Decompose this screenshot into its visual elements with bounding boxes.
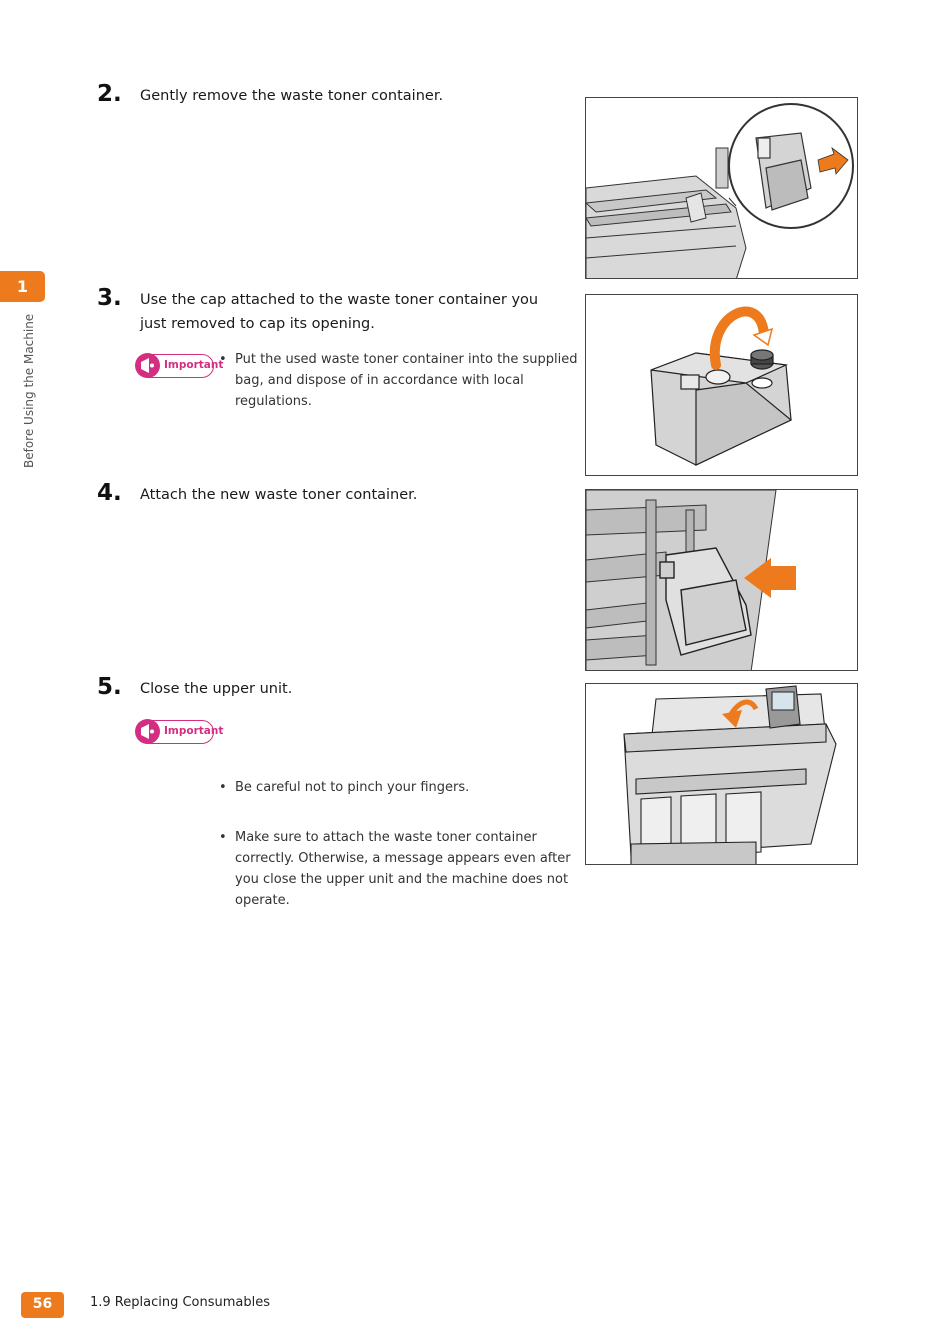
figure-close-upper-unit	[585, 683, 858, 865]
important-label: Important	[164, 725, 224, 737]
page-number-badge	[21, 1292, 64, 1318]
note-step5-item-2: • Make sure to attach the waste toner container correctly. Otherwise, a message appears even after you close the upper unit and the machine does not operate.	[219, 827, 595, 911]
important-label: Important	[164, 359, 224, 371]
page-number: 56	[32, 1296, 53, 1312]
figure-cap-container	[585, 294, 858, 476]
footer-section-title: 1.9 Replacing Consumables	[90, 1295, 271, 1310]
important-badge	[136, 720, 224, 744]
important-badge	[136, 354, 224, 378]
important-icon	[135, 719, 160, 744]
chapter-side-label: Before Using the Machine	[22, 313, 36, 468]
figure-remove-container	[585, 97, 858, 279]
step-5-number: 5.	[97, 674, 122, 700]
chapter-number: 1	[16, 277, 29, 296]
step-4-number: 4.	[97, 480, 122, 506]
note-step5-item-1: • Be careful not to pinch your fingers.	[219, 777, 595, 798]
important-icon	[135, 353, 160, 378]
note-step3-item: • Put the used waste toner container into the supplied bag, and dispose of in accordance with local regulations.	[219, 349, 595, 412]
step-3-text: Use the cap attached to the waste toner container you just removed to cap its opening.	[140, 292, 539, 332]
step-2-number: 2.	[97, 81, 122, 107]
step-5-text: Close the upper unit.	[140, 681, 293, 697]
step-2-text: Gently remove the waste toner container.	[140, 88, 444, 104]
step-3-number: 3.	[97, 285, 122, 311]
step-4-text: Attach the new waste toner container.	[140, 487, 418, 503]
figure-attach-container	[585, 489, 858, 671]
chapter-tab	[0, 271, 45, 302]
